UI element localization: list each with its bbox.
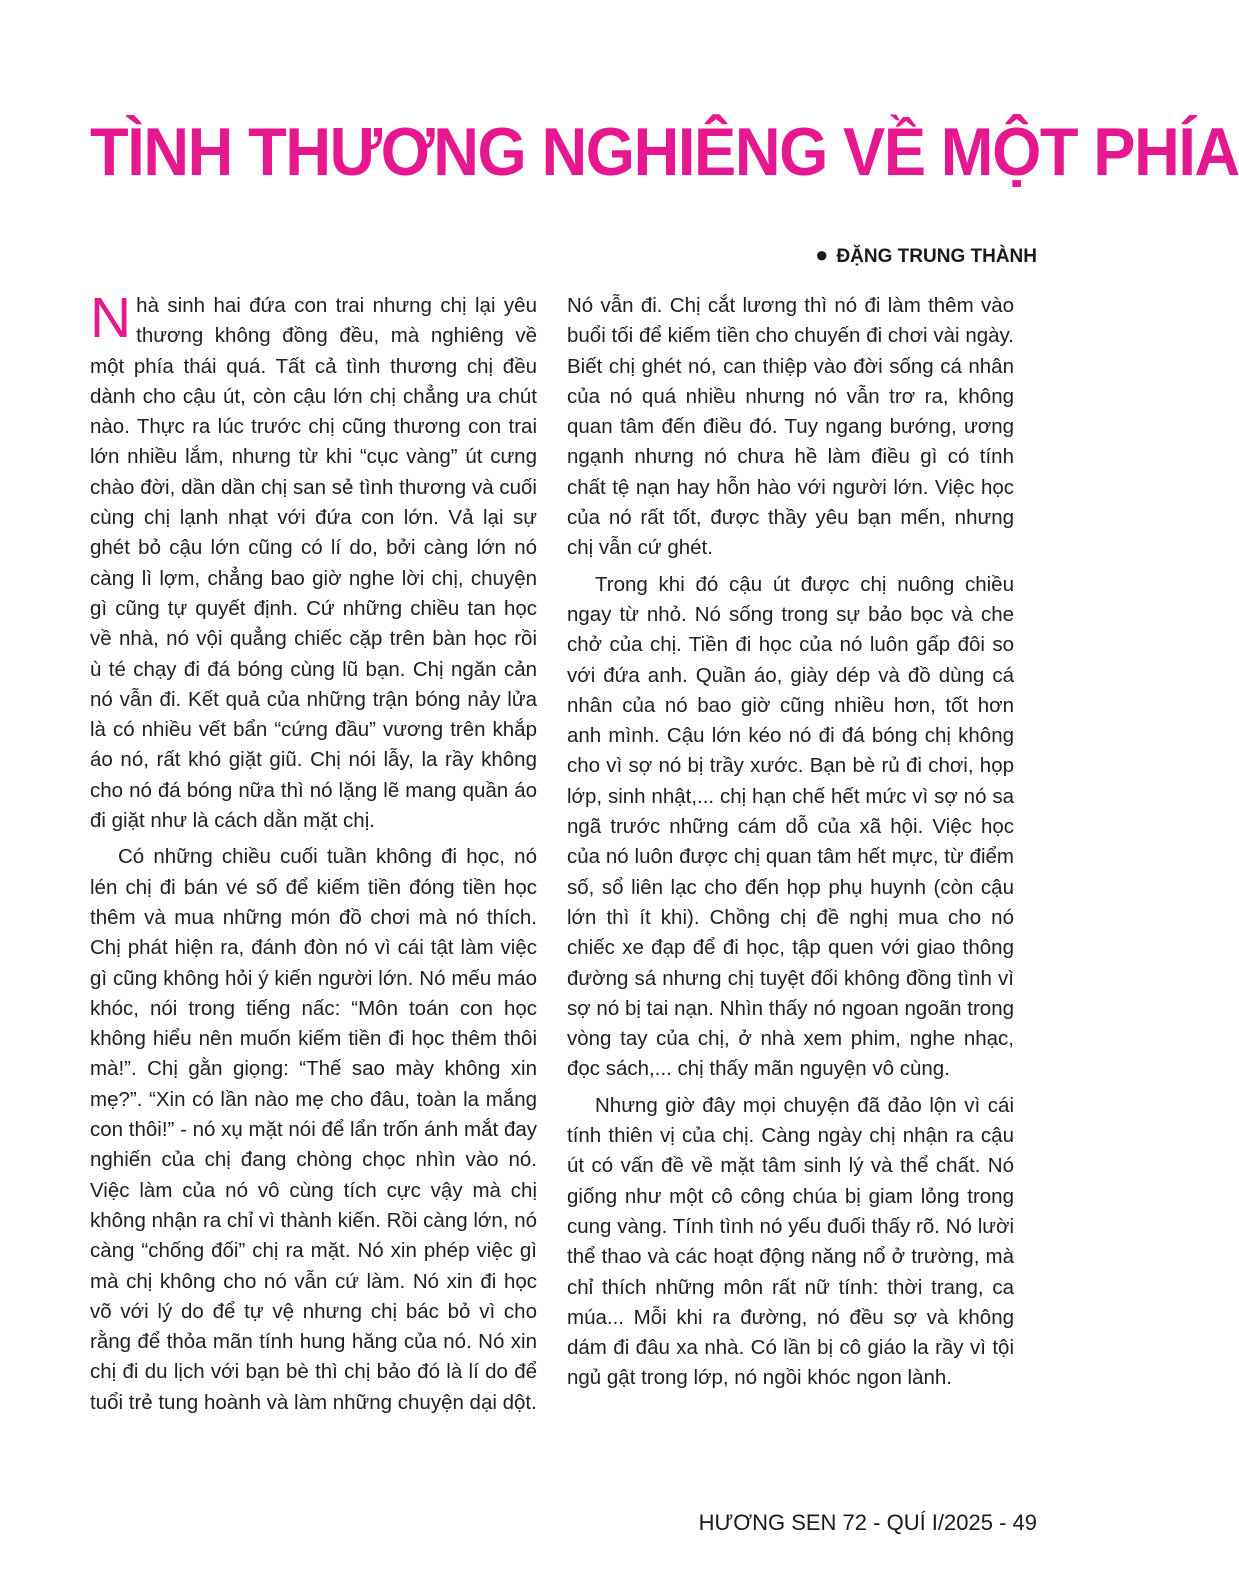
- author-name: ĐẶNG TRUNG THÀNH: [836, 246, 1037, 267]
- paragraph: Có những chiều cuối tuần không đi học, nó lén chị đi bán vé số để kiếm tiền đóng tiền học thêm và mua những món đồ chơi mà nó thích. Chị phát hiện ra, đánh đòn nó vì cái tật làm việc gì cũng không hỏi ý kiến người lớn. Nó mếu máo khóc, nói trong tiếng nấc: “Môn toán con học không hiểu nên muốn kiếm tiền đi học thêm thôi mà!”. Chị gằn giọng: “Thế sao mày không xin mẹ?”. “Xin có lần nào mẹ cho đâu, toàn la mắng con thôi!” - nó xụ mặt nói để lẩn trốn ánh mắt đay nghiến của chị đang chòng chọc nhìn vào nó. Việc làm của nó vô cùng tích cực vậy mà chị không nhận ra chỉ vì thành kiến. Rồi càng lớn, nó càng “chống đối” chị ra mặt. Nó xin phép việc gì mà chị không cho nó vẫn cứ làm. Nó xin đi học võ với lý do để tự vệ nhưng chị bác bỏ vì cho rằng để thỏa mãn tính hung hăng của nó. Nó xin chị đi du lịch với bạn bè thì chị bảo đó là lí do để tuổi trẻ tung hoành và làm những chuyện dại dột.: [90, 845, 537, 1414]
- bullet-icon: ●: [815, 242, 829, 267]
- paragraph: Trong khi đó cậu út được chị nuông chiều ngay từ nhỏ. Nó sống trong sự bảo bọc và che chở của chị. Tiền đi học của nó luôn gấp đôi so với đứa anh. Quần áo, giày dép và đồ dùng cá nhân của nó bao giờ cũng nhiều hơn, tốt hơn anh mình. Cậu lớn kéo nó đi đá bóng chị không cho vì sợ nó bị trầy xước. Bạn bè rủ đi chơi, họp lớp, sinh nhật,... chị hạn chế hết mức vì sợ nó sa ngã trước những cám dỗ của xã hội. Việc học của nó luôn được chị quan tâm hết mực, từ điểm số, sổ liên lạc cho đến họp phụ huynh (còn cậu lớn thì ít khi). Chồng chị đề nghị mua cho nó chiếc xe đạp để đi học, tập quen với giao thông đường sá nhưng chị tuyệt đối không đồng tình vì sợ nó bị tai nạn. Nhìn thấy nó ngoan ngoãn trong vòng tay của chị, ở nhà xem phim, nghe nhạc, đọc sách,... chị thấy mãn nguyện vô cùng.: [567, 572, 1014, 1081]
- left-column: [90, 286, 537, 1424]
- paragraph: Nhưng giờ đây mọi chuyện đã đảo lộn vì cái tính thiên vị của chị. Càng ngày chị nhận ra cậu út có vấn đề về mặt tâm sinh lý và thể chất. Nó giống như một cô công chúa bị giam lỏng trong cung vàng. Tính tình nó yếu đuối thấy rõ. Nó lười thể thao và các hoạt động năng nổ ở trường, mà chỉ thích những môn rất nữ tính: thời trang, ca múa... Mỗi khi ra đường, nó đều sợ và không dám đi đâu xa nhà. Có lần bị cô giáo la rầy vì tội ngủ gật trong lớp, nó ngồi khóc ngon lành.: [567, 1093, 1014, 1390]
- author-byline: [815, 242, 1037, 268]
- right-column: [567, 291, 1014, 1400]
- paragraph-text: hà sinh hai đứa con trai nhưng chị lại yêu thương không đồng đều, mà nghiêng về một phía thái quá. Tất cả tình thương chị đều dành cho cậu út, còn cậu lớn chị chẳng ưa chút nào. Thực ra lúc trước chị cũng thương con trai lớn nhiều lắm, nhưng từ khi “cục vàng” út cưng chào đời, dần dần chị san sẻ tình thương và cuối cùng chị lạnh nhạt với đứa con lớn. Vả lại sự ghét bỏ cậu lớn cũng có lí do, bởi càng lớn nó càng lì lợm, chẳng bao giờ nghe lời chị, chuyện gì cũng tự quyết định. Cứ những chiều tan học về nhà, nó vội quẳng chiếc cặp trên bàn học rồi ù té chạy đi đá bóng cùng lũ bạn. Chị ngăn cản nó vẫn đi. Kết quả của những trận bóng nảy lửa là có nhiều vết bẩn “cứng đầu” vương trên khắp áo nó, rất khó giặt giũ. Chị nói lẫy, la rầy không cho nó đá bóng nữa thì nó lặng lẽ mang quần áo đi giặt như là cách dằn mặt chị.: [90, 294, 537, 833]
- article-title: TÌNH THƯƠNG NGHIÊNG VỀ MỘT PHÍA: [90, 114, 1239, 190]
- paragraph: Nó vẫn đi. Chị cắt lương thì nó đi làm thêm vào buổi tối để kiếm tiền cho chuyến đi chơi vài ngày. Biết chị ghét nó, can thiệp vào đời sống cá nhân của nó quá nhiều nhưng nó vẫn trơ ra, không quan tâm đến điều đó. Tuy ngang bướng, ương ngạnh nhưng nó chưa hề làm điều gì có tính chất tệ nạn hay hỗn hào với người lớn. Việc học của nó rất tốt, được thầy yêu bạn mến, nhưng chị vẫn cứ ghét.: [567, 294, 1014, 560]
- drop-cap: N: [90, 286, 132, 350]
- page-footer: HƯƠNG SEN 72 - QUÍ I/2025 - 49: [698, 1510, 1037, 1535]
- paragraph: [90, 286, 537, 836]
